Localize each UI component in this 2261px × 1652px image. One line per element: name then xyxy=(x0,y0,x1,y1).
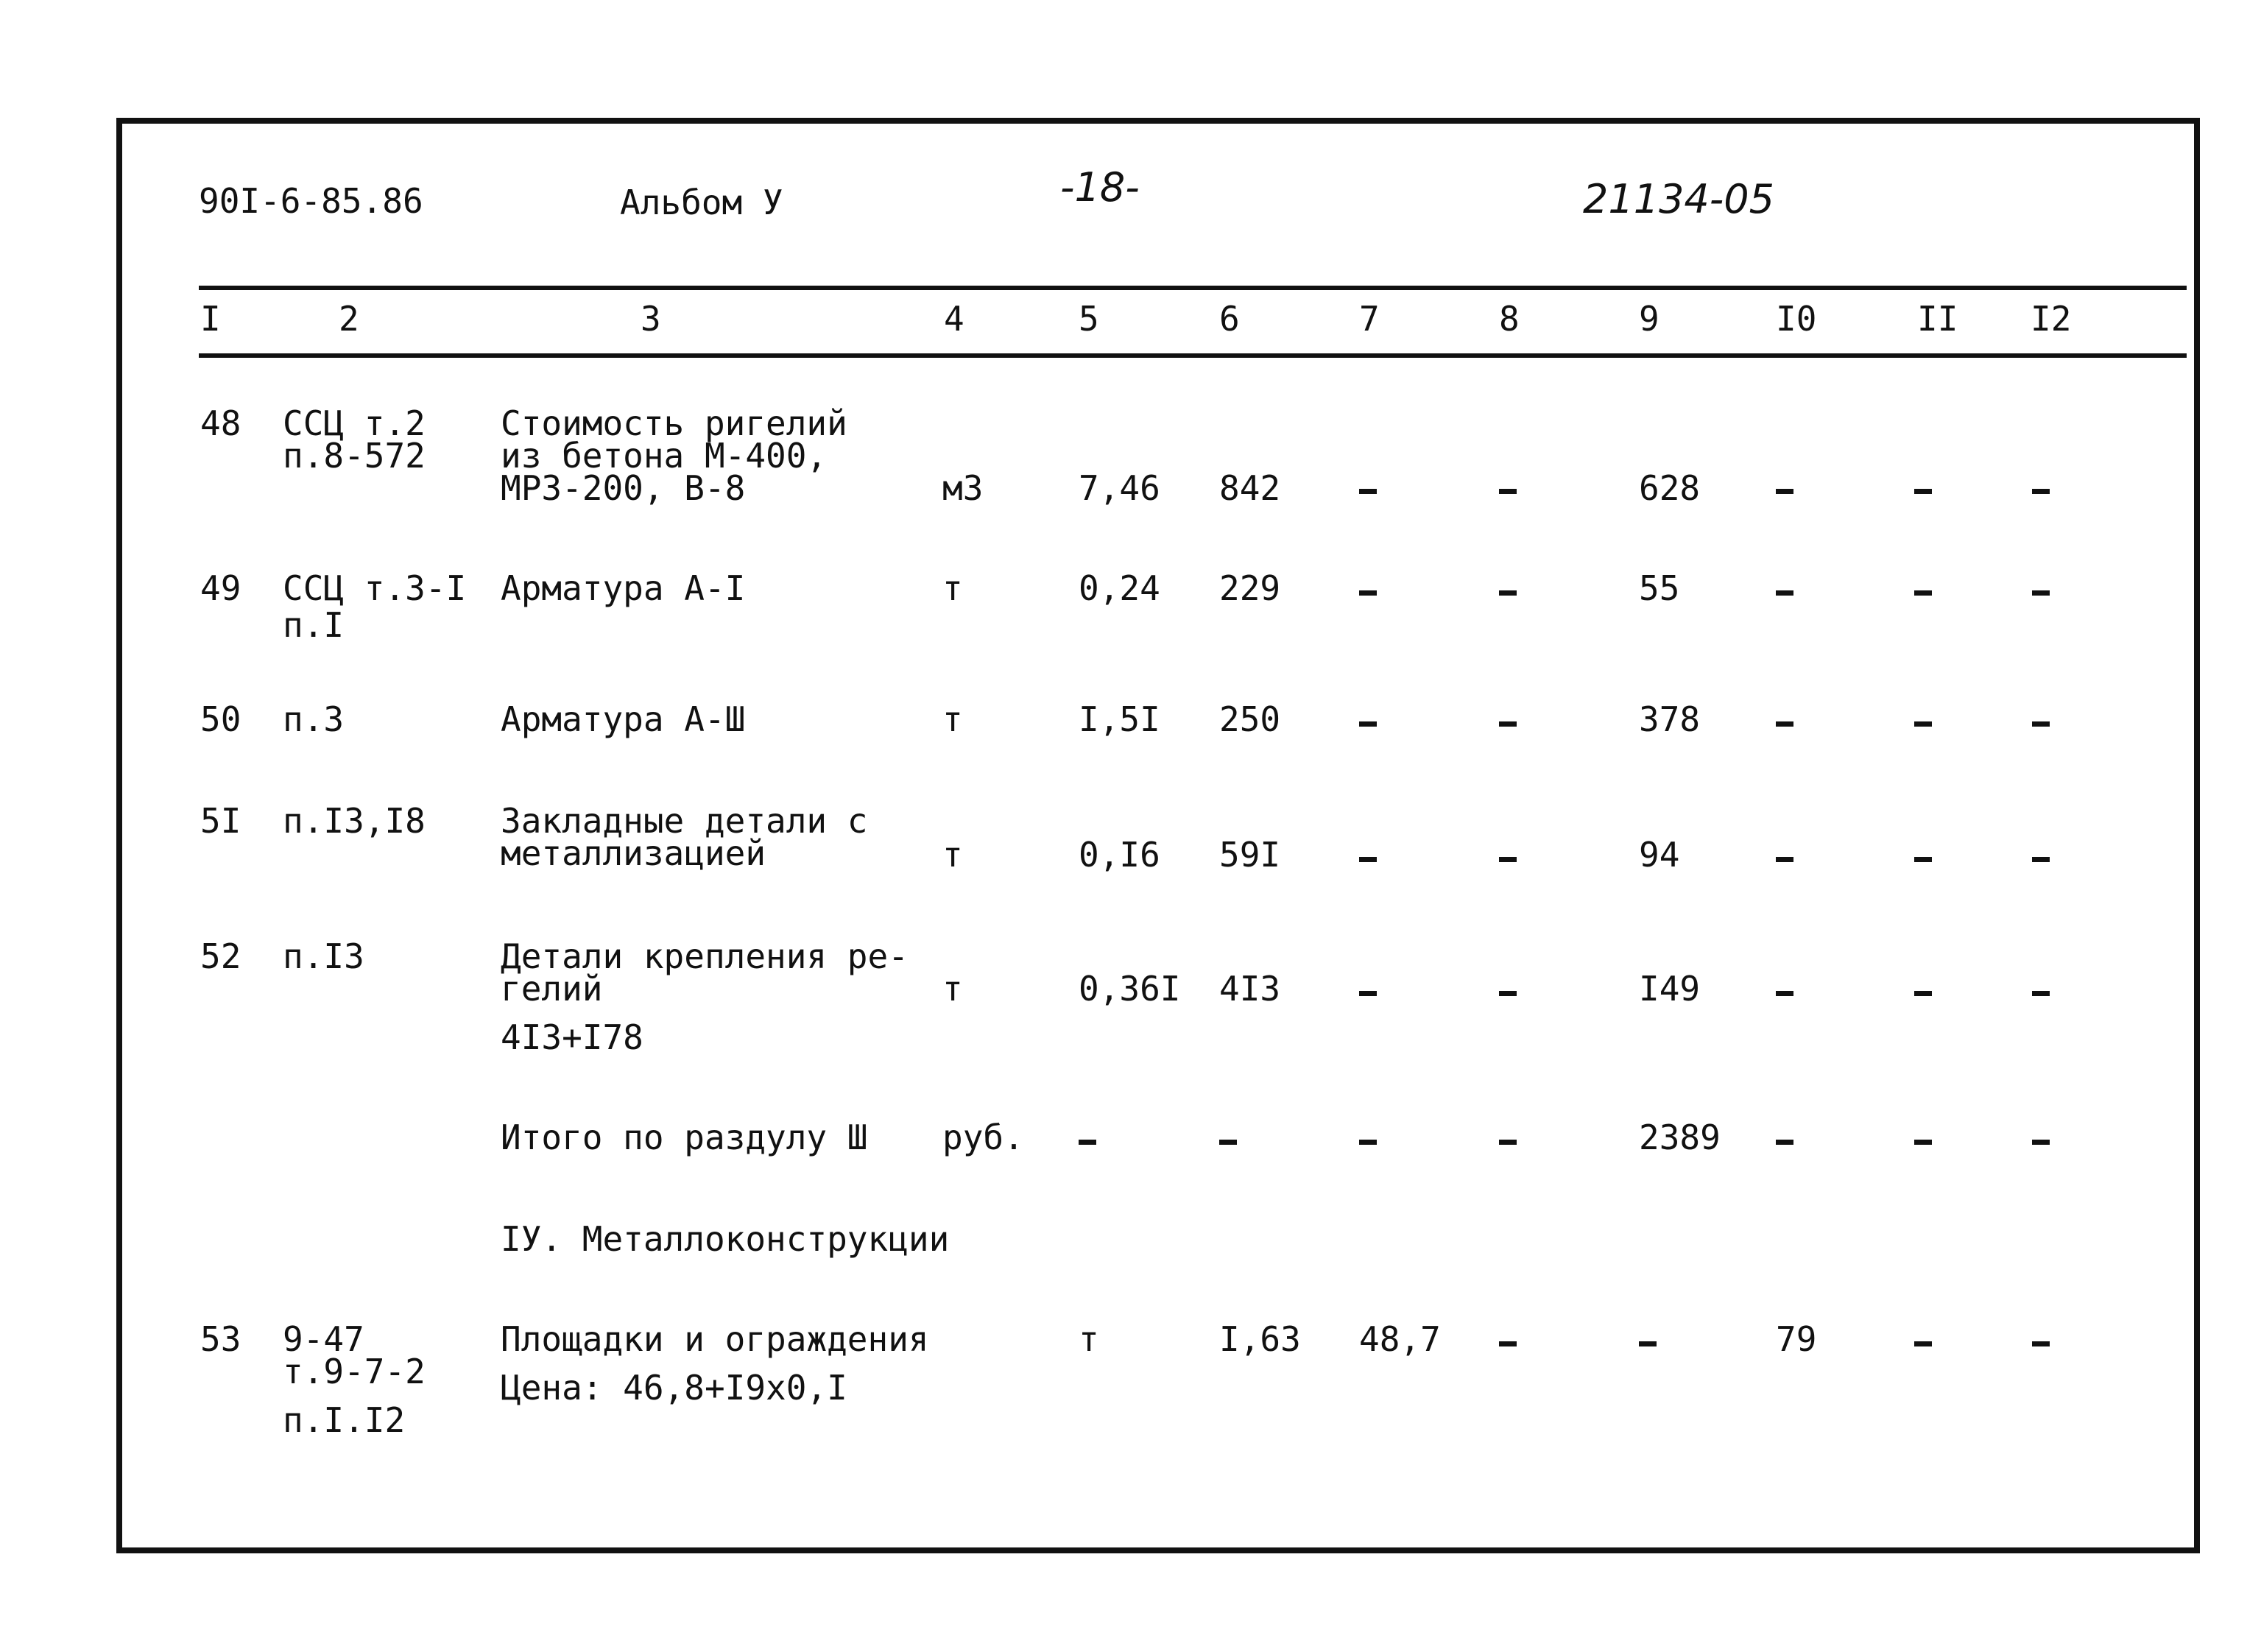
total-c7-dash xyxy=(1359,1140,1377,1145)
total-label: Итого по раздулу Ш xyxy=(501,1118,868,1157)
row-49-c10-dash xyxy=(1776,590,1793,596)
row-48-qty: 7,46 xyxy=(1079,468,1160,508)
row-50-c8-dash xyxy=(1499,721,1517,727)
row-48-c7-dash xyxy=(1359,489,1377,494)
row-52-c9: I49 xyxy=(1639,969,1701,1009)
row-51-c12-dash xyxy=(2032,857,2050,862)
row-49-ref-1: ССЦ т.3-I xyxy=(283,568,467,608)
row-51-qty: 0,I6 xyxy=(1079,835,1160,875)
total-c10-dash xyxy=(1776,1140,1793,1145)
row-48-ref-1: ССЦ т.2 xyxy=(283,403,426,443)
row-50-num: 50 xyxy=(200,699,241,739)
row-48-num: 48 xyxy=(200,403,241,443)
row-50-price: 250 xyxy=(1219,699,1281,739)
row-53-c10: 79 xyxy=(1776,1319,1817,1359)
col-header-4: 4 xyxy=(944,299,964,339)
total-c6-dash xyxy=(1219,1140,1237,1145)
row-52-name-3: 4I3+I78 xyxy=(501,1017,643,1057)
album-label: Альбом У xyxy=(620,183,783,222)
row-51-c8-dash xyxy=(1499,857,1517,862)
row-52-c12-dash xyxy=(2032,991,2050,996)
col-header-12: I2 xyxy=(2031,299,2072,339)
page-number: -18- xyxy=(1060,164,1140,211)
total-c12-dash xyxy=(2032,1140,2050,1145)
col-header-6: 6 xyxy=(1219,299,1240,339)
row-50-c9: 378 xyxy=(1639,699,1701,739)
row-50-c12-dash xyxy=(2032,721,2050,727)
row-49-ref-2: п.I xyxy=(283,605,345,645)
row-48-unit: м3 xyxy=(942,468,984,508)
col-header-2: 2 xyxy=(339,299,359,339)
row-48-c9: 628 xyxy=(1639,468,1701,508)
total-c9: 2389 xyxy=(1639,1118,1721,1157)
header-rule-bottom xyxy=(199,353,2187,358)
row-52-num: 52 xyxy=(200,936,241,976)
col-header-11: II xyxy=(1917,299,1958,339)
row-52-qty: 0,36I xyxy=(1079,969,1181,1009)
row-48-c12-dash xyxy=(2032,489,2050,494)
row-50-ref: п.3 xyxy=(283,699,345,739)
doc-code: 90I-6-85.86 xyxy=(199,181,423,221)
row-50-c11-dash xyxy=(1914,721,1932,727)
row-53-ref-1: 9-47 xyxy=(283,1319,364,1359)
row-49-qty: 0,24 xyxy=(1079,568,1160,608)
row-51-price: 59I xyxy=(1219,835,1281,875)
row-50-name: Арматура А-Ш xyxy=(501,699,746,739)
row-49-c11-dash xyxy=(1914,590,1932,596)
row-49-c7-dash xyxy=(1359,590,1377,596)
header-rule-top xyxy=(199,286,2187,290)
col-header-7: 7 xyxy=(1359,299,1380,339)
row-48-c11-dash xyxy=(1914,489,1932,494)
row-52-name-2: гелий xyxy=(501,969,603,1009)
col-header-5: 5 xyxy=(1079,299,1099,339)
row-53-name-1: Площадки и ограждения xyxy=(501,1319,929,1359)
row-48-ref-2: п.8-572 xyxy=(283,436,426,476)
row-53-ref-3: п.I.I2 xyxy=(283,1400,406,1440)
row-48-name-2: из бетона М-400, xyxy=(501,436,828,476)
row-53-price: 48,7 xyxy=(1359,1319,1441,1359)
row-53-c8-dash xyxy=(1499,1341,1517,1346)
col-header-10: I0 xyxy=(1776,299,1817,339)
total-c8-dash xyxy=(1499,1140,1517,1145)
row-53-c12-dash xyxy=(2032,1341,2050,1346)
row-52-ref: п.I3 xyxy=(283,936,364,976)
section-title: IУ. Металлоконструкции xyxy=(501,1219,950,1259)
row-53-num: 53 xyxy=(200,1319,241,1359)
row-49-price: 229 xyxy=(1219,568,1281,608)
col-header-8: 8 xyxy=(1499,299,1520,339)
row-53-unit: т xyxy=(1079,1319,1099,1359)
row-52-c11-dash xyxy=(1914,991,1932,996)
row-49-unit: т xyxy=(942,568,963,608)
row-53-c11-dash xyxy=(1914,1341,1932,1346)
row-53-ref-2: т.9-7-2 xyxy=(283,1352,426,1391)
row-48-price: 842 xyxy=(1219,468,1281,508)
sheet-code: 21134-05 xyxy=(1583,176,1774,222)
total-unit: руб. xyxy=(942,1118,1024,1157)
row-51-c10-dash xyxy=(1776,857,1793,862)
row-53-c9-dash xyxy=(1639,1341,1657,1346)
row-50-qty: I,5I xyxy=(1079,699,1160,739)
row-51-c9: 94 xyxy=(1639,835,1680,875)
row-53-name-2: Цена: 46,8+I9x0,I xyxy=(501,1368,847,1408)
row-50-unit: т xyxy=(942,699,963,739)
row-52-c8-dash xyxy=(1499,991,1517,996)
row-50-c10-dash xyxy=(1776,721,1793,727)
row-52-name-1: Детали крепления ре- xyxy=(501,936,909,976)
row-49-c9: 55 xyxy=(1639,568,1680,608)
col-header-3: 3 xyxy=(641,299,661,339)
row-49-name: Арматура А-I xyxy=(501,568,746,608)
row-51-c7-dash xyxy=(1359,857,1377,862)
row-51-num: 5I xyxy=(200,801,241,841)
row-51-name-1: Закладные детали с xyxy=(501,801,868,841)
row-49-num: 49 xyxy=(200,568,241,608)
row-53-qty: I,63 xyxy=(1219,1319,1301,1359)
row-51-name-2: металлизацией xyxy=(501,833,766,873)
row-51-ref: п.I3,I8 xyxy=(283,801,426,841)
row-52-c7-dash xyxy=(1359,991,1377,996)
row-48-c10-dash xyxy=(1776,489,1793,494)
total-c5-dash xyxy=(1079,1140,1096,1145)
col-header-1: I xyxy=(200,299,221,339)
row-48-name-3: МРЗ-200, В-8 xyxy=(501,468,746,508)
row-49-c8-dash xyxy=(1499,590,1517,596)
row-52-unit: т xyxy=(942,969,963,1009)
row-52-price: 4I3 xyxy=(1219,969,1281,1009)
col-header-9: 9 xyxy=(1639,299,1659,339)
row-51-unit: т xyxy=(942,835,963,875)
row-49-c12-dash xyxy=(2032,590,2050,596)
row-48-name-1: Стоимость ригелий xyxy=(501,403,847,443)
row-50-c7-dash xyxy=(1359,721,1377,727)
row-52-c10-dash xyxy=(1776,991,1793,996)
row-48-c8-dash xyxy=(1499,489,1517,494)
total-c11-dash xyxy=(1914,1140,1932,1145)
row-51-c11-dash xyxy=(1914,857,1932,862)
